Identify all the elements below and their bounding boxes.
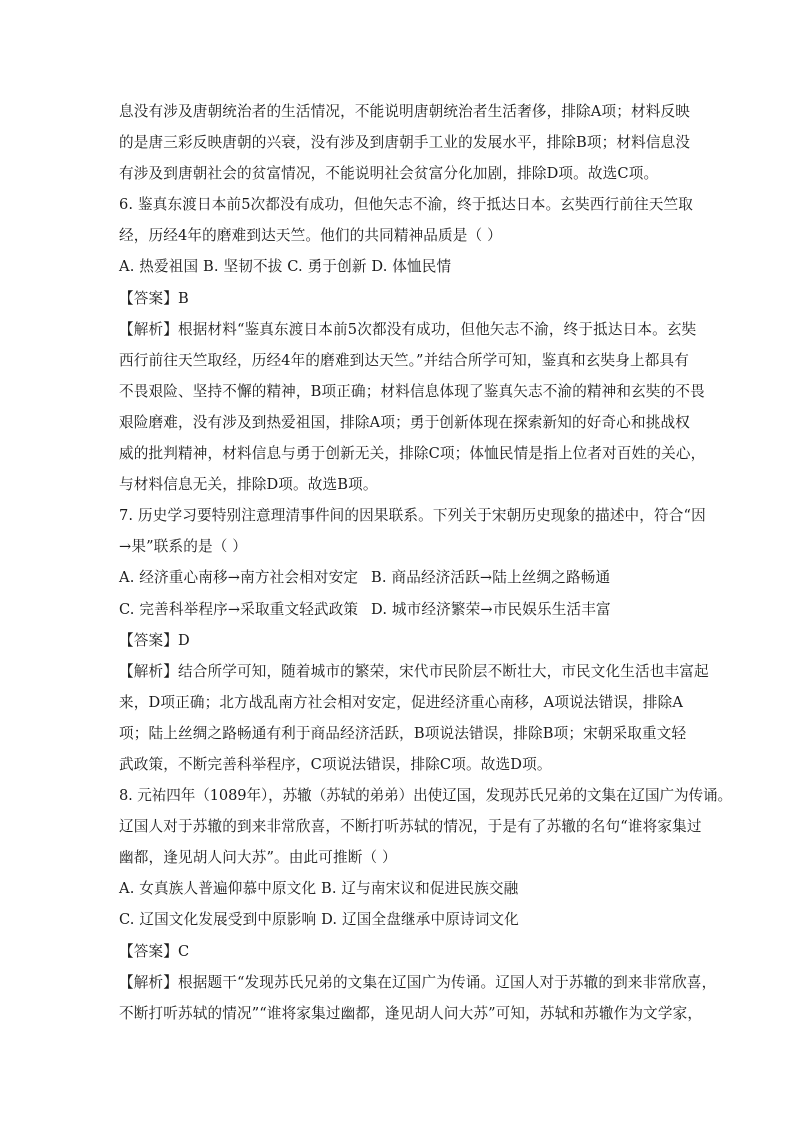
question-8-stem: 8. 元祐四年（1089年），苏辙（苏轼的弟弟）出使辽国，发现苏氏兄弟的文集在辽国广为传诵。 [119,787,732,805]
answer-label: 【答案】B [119,289,189,307]
question-8-options: A. 女真族人普遍仰慕中原文化 B. 辽与南宋议和促进民族交融 [119,880,519,898]
question-6-stem: 经，历经4年的磨难到达天竺。他们的共同精神品质是（ ） [119,227,502,245]
analysis-line: 项；陆上丝绸之路畅通有利于商品经济活跃，B项说法错误，排除B项；宋朝采取重文轻 [119,724,687,742]
question-6-options: A. 热爱祖国 B. 坚韧不拔 C. 勇于创新 D. 体恤民情 [119,258,452,276]
analysis-line: 西行前往天竺取经，历经4年的磨难到达天竺。”并结合所学可知，鉴真和玄奘身上都具有 [119,351,690,369]
text-line: 有涉及到唐朝社会的贫富情况，不能说明社会贫富分化加剧，排除D项。故选C项。 [119,165,659,183]
analysis-line: 【解析】根据题干“发现苏氏兄弟的文集在辽国广为传诵。辽国人对于苏辙的到来非常欣喜， [119,973,717,991]
question-8-stem: 幽都，逢见胡人问大苏”。由此可推断（ ） [119,849,397,867]
option-d: D. 城市经济繁荣→市民娱乐生活丰富 [371,600,611,618]
option-a: A. 经济重心南移→南方社会相对安定 [119,569,359,587]
text-line: 的是唐三彩反映唐朝的兴衰，没有涉及到唐朝手工业的发展水平，排除B项；材料信息没 [119,134,691,152]
analysis-line: 武政策，不断完善科举程序，C项说法错误，排除C项。故选D项。 [119,755,552,773]
option-c: C. 完善科举程序→采取重文轻武政策 [119,600,359,618]
analysis-line: 艰险磨难，没有涉及到热爱祖国，排除A项；勇于创新体现在探索新知的好奇心和挑战权 [119,413,690,431]
question-8-options: C. 辽国文化发展受到中原影响 D. 辽国全盘继承中原诗词文化 [119,911,519,929]
analysis-line: 威的批判精神，材料信息与勇于创新无关，排除C项；体恤民情是指上位者对百姓的关心， [119,445,706,463]
question-6-stem: 6. 鉴真东渡日本前5次都没有成功，但他矢志不渝，终于抵达日本。玄奘西行前往天竺取 [119,196,693,214]
question-7-options-row [119,594,681,625]
question-7-stem: →果”联系的是（ ） [119,538,247,556]
answer-label: 【答案】D [119,631,190,649]
question-8-stem: 辽国人对于苏辙的到来非常欣喜，不断打听苏轼的情况，于是有了苏辙的名句“谁将家集过 [119,818,702,836]
analysis-line: 不断打听苏轼的情况”“谁将家集过幽都，逢见胡人问大苏”可知，苏轼和苏辙作为文学家， [119,1004,703,1022]
option-b: B. 商品经济活跃→陆上丝绸之路畅通 [371,569,611,587]
analysis-line: 不畏艰险、坚持不懈的精神，B项正确；材料信息体现了鉴真矢志不渝的精神和玄奘的不畏 [119,382,705,400]
text-line: 息没有涉及唐朝统治者的生活情况，不能说明唐朝统治者生活奢侈，排除A项；材料反映 [119,103,690,120]
answer-label: 【答案】C [119,942,190,960]
document-page [119,96,732,1029]
analysis-line: 【解析】根据材料“鉴真东渡日本前5次都没有成功，但他矢志不渝，终于抵达日本。玄奘 [119,320,697,338]
analysis-line: 【解析】结合所学可知，随着城市的繁荣，宋代市民阶层不断壮大，市民文化生活也丰富起 [119,662,709,680]
question-7-options-row [119,562,681,593]
analysis-line: 来，D项正确；北方战乱南方社会相对安定，促进经济重心南移，A项说法错误，排除A [119,693,684,711]
analysis-line: 与材料信息无关，排除D项。故选B项。 [119,476,378,494]
question-7-stem: 7. 历史学习要特别注意理清事件间的因果联系。下列关于宋朝历史现象的描述中，符合“因 [119,507,706,525]
